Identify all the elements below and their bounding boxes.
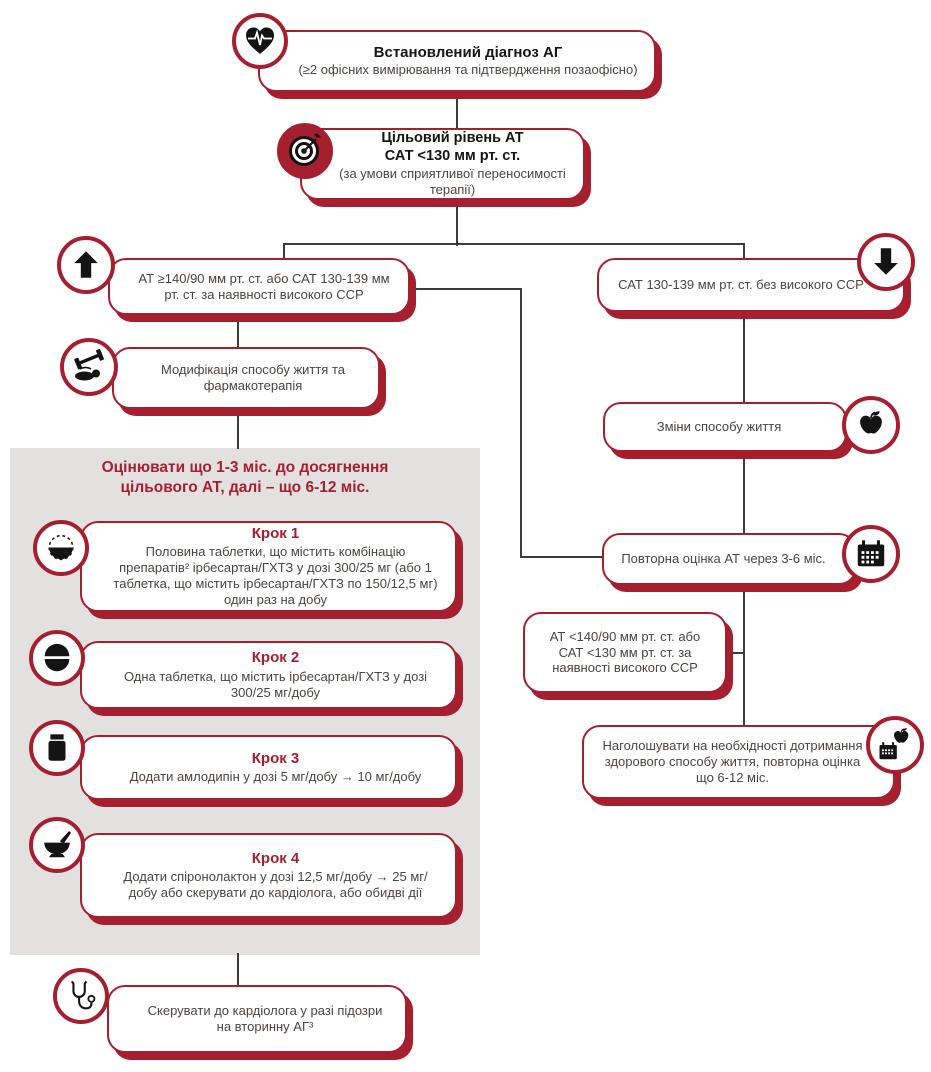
connector-line	[726, 652, 744, 654]
node-reassess-3-6	[602, 533, 857, 585]
node-step-2	[80, 641, 457, 709]
pill-bottle-icon	[29, 720, 85, 776]
connector-line	[743, 310, 745, 404]
connector-line	[237, 407, 239, 449]
step-3-label: Крок 3	[251, 749, 300, 767]
node-step-3	[80, 735, 457, 800]
arrow-up-icon	[57, 236, 115, 294]
node-refer-cardiologist	[107, 985, 407, 1053]
diagnosis-title: Встановлений діагноз АГ	[373, 43, 563, 61]
target-line1: Цільовий рівень АТ	[381, 130, 524, 147]
node-step-4	[80, 833, 457, 918]
target-line2: САТ <130 мм рт. ст.	[384, 148, 521, 165]
mortar-pestle-icon	[29, 817, 85, 873]
maintain-lifestyle-text: Наголошувати на необхідності дотримання здорового способу життя, повторна оцінка що 6-12 міс.	[602, 738, 863, 785]
step-3-text: Додати амлодипін у дозі 5 мг/добу → 10 мг/добу	[129, 769, 422, 785]
node-bp-below-target	[523, 612, 727, 693]
step-2-text: Одна таблетка, що містить ірбесартан/ГХТЗ у дозі 300/25 мг/добу	[123, 668, 428, 700]
node-maintain-lifestyle	[582, 725, 895, 799]
node-diagnosis	[258, 30, 656, 92]
lifestyle-pharma-text: Модифікація способу життя та фармакотерапія	[160, 362, 345, 393]
apple-calendar-icon	[866, 716, 924, 774]
connector-line	[237, 953, 239, 987]
connector-line	[520, 556, 604, 558]
steps-panel-header-text: Оцінювати що 1-3 міс. до досягнення цільового АТ, далі – що 6-12 міс.	[101, 459, 389, 496]
tablet-icon	[29, 630, 85, 686]
step-4-text: Додати спіронолактон у дозі 12,5 мг/добу → 25 мг/добу або скерувати до кардіолога, або обидві дії	[123, 869, 428, 901]
arrow-down-icon	[857, 233, 915, 291]
moderate-bp-text: САТ 130-139 мм рт. ст. без високого ССР	[618, 277, 864, 293]
step-1-label: Крок 1	[251, 525, 300, 543]
dartboard-arrow-icon	[277, 123, 333, 179]
dumbbell-nutrition-icon	[60, 338, 118, 396]
reassess-3-6-text: Повторна оцінка АТ через 3-6 міс.	[621, 551, 826, 567]
connector-line	[456, 90, 458, 130]
bp-below-target-text: АТ <140/90 мм рт. ст. або САТ <130 мм рт. ст. за наявності високого ССР	[549, 628, 701, 676]
connector-line	[743, 584, 745, 727]
node-lifestyle-changes	[603, 402, 847, 452]
step-2-label: Крок 2	[251, 649, 300, 667]
target-note: (за умови сприятливої переносимості терапії)	[339, 165, 566, 197]
heart-pulse-icon	[232, 13, 288, 69]
step-4-label: Крок 4	[251, 849, 300, 867]
calendar-icon	[842, 525, 900, 583]
connector-line	[520, 288, 522, 558]
node-lifestyle-pharma	[112, 347, 380, 409]
apple-icon	[842, 396, 900, 454]
node-step-1	[80, 521, 457, 612]
step-1-text: Половина таблетки, що містить комбінацію препаратів² ірбесартан/ГХТЗ у дозі 300/25 мг (або 1 таблетка, що містить ірбесартан/ГХТЗ по 150/12,5 мг) один раз на добу	[113, 544, 438, 608]
high-bp-text: АТ ≥140/90 мм рт. ст. або САТ 130-139 мм рт. ст. за наявності високого ССР	[138, 270, 390, 302]
connector-line	[743, 450, 745, 535]
stethoscope-icon	[53, 968, 109, 1024]
half-tablet-icon	[33, 520, 89, 576]
connector-line	[283, 243, 745, 245]
lifestyle-changes-text: Зміни способу життя	[656, 419, 782, 435]
connector-line	[237, 313, 239, 349]
connector-line	[400, 288, 522, 290]
connector-line	[456, 198, 458, 246]
steps-panel-header	[10, 458, 480, 498]
node-high-bp	[108, 258, 410, 315]
refer-cardiologist-text: Скерувати до кардіолога у разі підозри на вторинну АГ³	[147, 1003, 383, 1034]
node-target-bp	[300, 128, 585, 200]
diagnosis-subtitle: (≥2 офісних вимірювання та підтвердження позаофісно)	[298, 62, 638, 78]
